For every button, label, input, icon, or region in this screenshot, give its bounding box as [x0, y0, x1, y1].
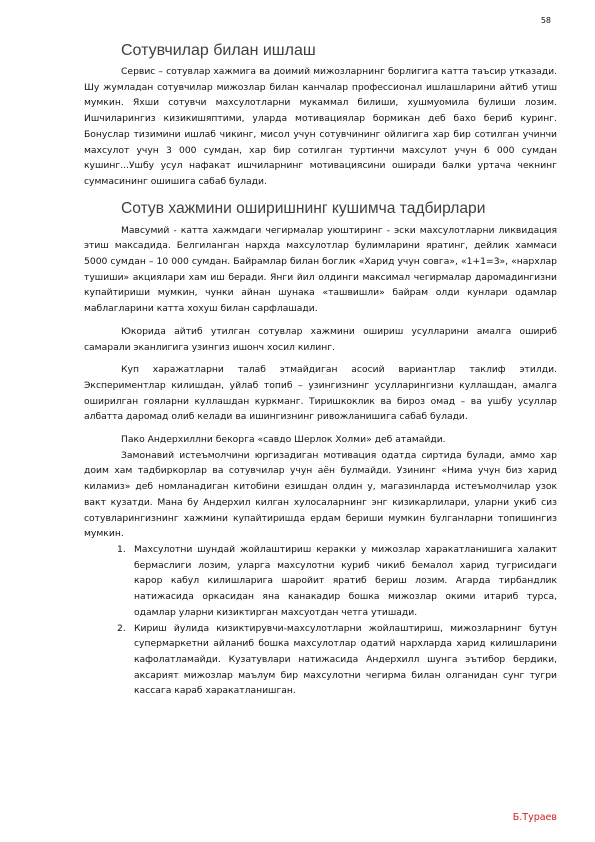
list-item-number: 1.	[117, 543, 126, 555]
section-title-sales-measures: Сотув хажмини оширишнинг кушимча тадбирлари	[121, 199, 486, 217]
list-item-text: Махсулотни шундай жойлаштириш керакки у мижозлар харакатланишига халакит бермаслиги лозим, уларга махсулотни куриб чикиб бемалол харид тугрисидаги карор кабул килишларига шаройит яратиб бериш лозим. Агарда тирбандлик натижасида оркасидан яна канакадир бошка мижозлар окими итариб турса, одамлар уларни кизиктирган махсуотдан четга утишади.	[134, 543, 557, 618]
list-item-text: Кириш йулида кизиктирувчи-махсулотларни жойлаштириш, мижозларнинг бутун супермаркетни айланиб бошка махсулотлар одатий нархларда харид килишларини кафолатламайди. Кузатувлари натижасида Андерхилл шунга эътибор бердики, аксарият мижозлар маълум бир махсулотни чегирма билан олганидан сунг тугри кассага караб харакатланишган.	[134, 622, 557, 697]
list-item	[84, 621, 557, 700]
paragraph-paco: Пако Андерхиллни бекорга «савдо Шерлок Холми» деб атамайди.	[121, 434, 446, 446]
list-item-number: 2.	[117, 622, 126, 634]
section-title-sellers: Сотувчилар билан ишлаш	[121, 42, 316, 59]
paragraph-experiments: Куп харажатларни талаб этмайдиган асосий вариантлар таклиф этилди. Экспериментлар килишдан, уйлаб топиб – узингизнинг усулларингизни куллашдан, амалга оширилган гояларни куллашдан куркманг. Тиришкоклик ва бироз омад – ва ушбу усуллар албатта даромад олиб келади ва ишингизнинг ривожланишига сабаб булади.	[84, 364, 557, 423]
author-signature: Б.Тураев	[512, 812, 557, 823]
findings-list	[84, 542, 557, 699]
paragraph-methods: Юкорида айтиб утилган сотувлар хажмини ошириш усулларини амалга ошириб самарали эканлигига узингиз ишонч хосил килинг.	[84, 325, 557, 353]
list-item	[84, 542, 557, 621]
paragraph-seasonal: Мавсумий - катта хажмдаги чегирмалар уюштиринг - эски махсулотларни ликвидация этиш максадида. Белгиланган нархда махсулотлар булимларини яратинг, дейлик хаммаси 5000 сумдан – 10 000 сумдан. Байрамлар билан боглик «Харид учун совга», «1+1=3», «нархлар тушиши» акциялари хам иш беради. Янги йил олдинги максимал чегирмалар даромадингизни купайтириши мумкин, чунки айнан шунака «ташвишли» байрам олди кунлари одамлар маблагларини катта хохуш билан сарфлашади.	[84, 224, 557, 315]
paragraph-modern-consumer: Замонавий истеъмолчини юргизадиган мотивация одатда сиртида булади, аммо хар доим хам тадбиркорлар ва сотувчилар учун аён булмайди. Узининг «Нима учун биз харид киламиз» деб номланадиган китобини езишдан олдин у, магазинларда истеъмолчилар узок вакт кузатди. Мана бу Андерхил килган хулосаларнинг энг кизикарлилари, уларни укиб сиз сотувларингизнинг хажмини купайтиришда ердам бериши мумкин булганларни топишингиз мумкин.	[84, 449, 557, 540]
page-content	[84, 40, 557, 699]
paragraph-service: Сервис – сотувлар хажмига ва доимий мижозларнинг борлигига катта таъсир утказади. Шу жумладан сотувчилар мижозлар билан канчалар профессионал ишлашларини айтиб утиш мумкин. Яхши сотувчи махсулотларни мукаммал билиши, хушмуомила булиши лозим. Ишчиларингиз кизикишяптими, уларда мотивациялар бормикан деб бахо бериб куринг. Бонуслар тизимини ишлаб чикинг, мисол учун сотувчининг ойлигига хар бир сотилган учинчи махсулот учун 3 000 сумдан, хар бир сотилган туртинчи махсулот учун 6 000 сумдан кушинг...Ушбу усул нафакат ишчиларнинг мотивациясини оширади балки уртача чекнинг суммасининг ошишига сабаб булади.	[84, 66, 557, 187]
page-number: 58	[540, 16, 551, 25]
